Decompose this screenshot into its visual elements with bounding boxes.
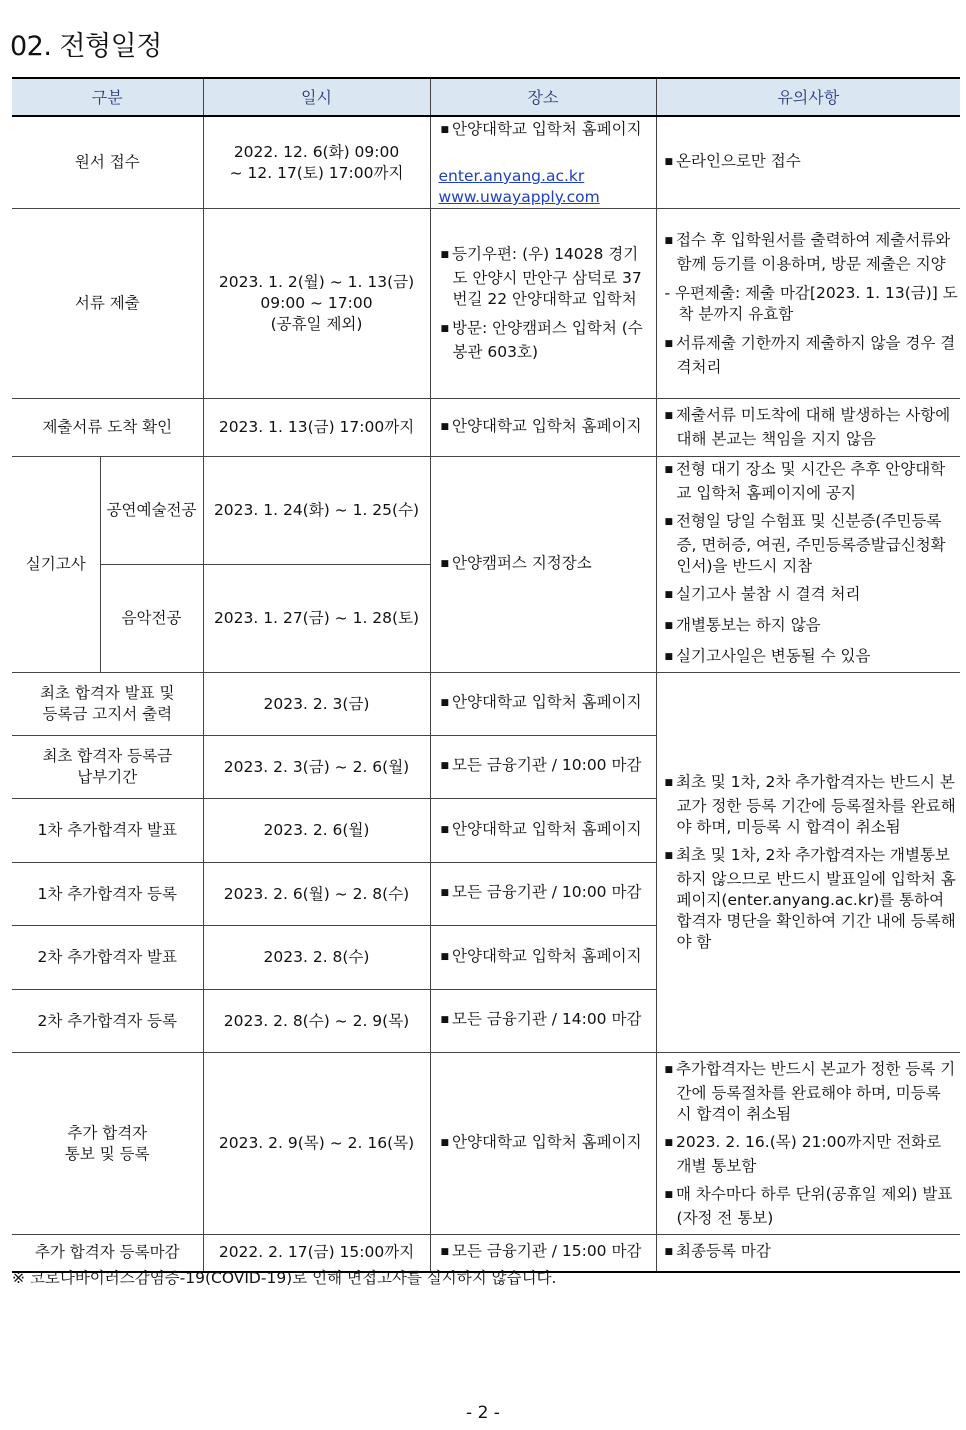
note-bullet: ■ 전형일 당일 수험표 및 신분증(주민등록증, 면허증, 여권, 주민등록증발급신청확인서)을 반드시 지참 xyxy=(663,511,959,577)
date-line: 2023. 1. 2(월) ~ 1. 13(금) xyxy=(218,273,415,291)
subcategory-cell: 음악전공 xyxy=(100,565,203,673)
date-cell: 2023. 2. 8(수) xyxy=(203,926,430,990)
note-dash: - 우편제출: 제출 마감[2023. 1. 13(금)] 도착 분까지 유효함 xyxy=(663,283,959,325)
category-line: 통보 및 등록 xyxy=(64,1144,150,1163)
notes-cell xyxy=(656,1053,960,1235)
category-line: 최초 합격자 등록금 xyxy=(42,747,173,765)
date-cell: 2023. 2. 6(월) xyxy=(203,799,430,863)
note-bullet: ■ 추가합격자는 반드시 본교가 정한 등록 기간에 등록절차를 완료해야 하며, 미등록 시 합격이 취소됨 xyxy=(663,1059,959,1125)
place-cell xyxy=(430,457,656,673)
date-cell xyxy=(203,209,430,399)
date-cell xyxy=(203,116,430,209)
table-row xyxy=(12,116,960,209)
place-bullet: ■ 모든 금융기관 / 10:00 마감 xyxy=(439,755,652,779)
note-bullet: ■ 접수 후 입학원서를 출력하여 제출서류와 함께 등기를 이용하며, 방문 제출은 지양 xyxy=(663,230,959,275)
table-row xyxy=(12,457,960,565)
note-bullet: ■ 최초 및 1차, 2차 추가합격자는 개별통보하지 않으므로 반드시 발표일에 입학처 홈페이지(enter.anyang.ac.kr)를 통하여 합격자 명단을 확인하여 기간 내에 등록해야 함 xyxy=(663,845,959,953)
place-bullet: ■ 안양캠퍼스 지정장소 xyxy=(439,553,652,577)
page-number: - 2 - xyxy=(466,1403,500,1423)
date-cell: 2022. 2. 17(금) 15:00까지 xyxy=(203,1235,430,1272)
link-enter-anyang[interactable]: enter.anyang.ac.kr xyxy=(438,167,585,185)
date-cell: 2023. 2. 3(금) xyxy=(203,673,430,736)
note-bullet: ■ 2023. 2. 16.(목) 21:00까지만 전화로 개별 통보함 xyxy=(663,1132,959,1177)
place-bullet: ■ 안양대학교 입학처 홈페이지 xyxy=(439,1132,652,1156)
date-line: ~ 12. 17(토) 17:00까지 xyxy=(229,163,404,182)
category-cell: 서류 제출 xyxy=(12,209,203,399)
header-category: 구분 xyxy=(12,78,203,116)
category-line: 추가 합격자 xyxy=(67,1123,148,1142)
header-datetime: 일시 xyxy=(203,78,430,116)
section-title: 02. 전형일정 xyxy=(10,31,162,62)
category-cell: 1차 추가합격자 발표 xyxy=(12,799,203,863)
category-cell: 2차 추가합격자 발표 xyxy=(12,926,203,990)
date-cell: 2023. 2. 3(금) ~ 2. 6(월) xyxy=(203,736,430,799)
date-cell: 2023. 1. 27(금) ~ 1. 28(토) xyxy=(203,565,430,673)
note-bullet: ■ 전형 대기 장소 및 시간은 추후 안양대학교 입학처 홈페이지에 공지 xyxy=(663,459,959,504)
note-bullet: ■ 실기고사 불참 시 결격 처리 xyxy=(663,584,959,608)
place-cell xyxy=(430,116,656,209)
notes-cell xyxy=(656,457,960,673)
notes-cell xyxy=(656,209,960,399)
date-cell: 2023. 2. 9(목) ~ 2. 16(목) xyxy=(203,1053,430,1235)
place-bullet: ■ 모든 금융기관 / 15:00 마감 xyxy=(439,1241,652,1265)
place-bullet: ■ 모든 금융기관 / 10:00 마감 xyxy=(439,882,652,906)
category-cell: 추가 합격자 등록마감 xyxy=(12,1235,203,1272)
note-bullet: ■ 매 차수마다 하루 단위(공휴일 제외) 발표(자정 전 통보) xyxy=(663,1184,959,1229)
note-bullet: ■ 서류제출 기한까지 제출하지 않을 경우 결격처리 xyxy=(663,333,959,378)
category-line: 납부기간 xyxy=(77,768,138,786)
place-bullet: ■ 등기우편: (우) 14028 경기도 안양시 만안구 삼덕로 37번길 22 안양대학교 입학처 xyxy=(439,244,652,310)
place-bullet: ■ 안양대학교 입학처 홈페이지 xyxy=(439,819,652,843)
place-bullet: ■ 안양대학교 입학처 홈페이지 xyxy=(439,416,652,440)
place-cell xyxy=(430,863,656,926)
notes-cell xyxy=(656,673,960,1053)
date-cell: 2023. 2. 8(수) ~ 2. 9(목) xyxy=(203,990,430,1053)
place-bullet: ■ 모든 금융기관 / 14:00 마감 xyxy=(439,1009,652,1033)
date-cell: 2023. 1. 24(화) ~ 1. 25(수) xyxy=(203,457,430,565)
date-line: 09:00 ~ 17:00 xyxy=(260,294,373,312)
link-uwayapply[interactable]: www.uwayapply.com xyxy=(438,188,600,206)
note-bullet: ■ 최종등록 마감 xyxy=(663,1241,959,1265)
place-cell xyxy=(430,209,656,399)
schedule-table xyxy=(12,77,960,1273)
category-cell: 원서 접수 xyxy=(12,116,203,209)
notes-cell xyxy=(656,116,960,209)
place-cell xyxy=(430,673,656,736)
place-bullet: ■ 안양대학교 입학처 홈페이지 xyxy=(439,946,652,970)
table-row xyxy=(12,399,960,457)
category-cell: 1차 추가합격자 등록 xyxy=(12,863,203,926)
category-cell xyxy=(12,673,203,736)
date-line: 2022. 12. 6(화) 09:00 xyxy=(233,142,400,161)
date-cell: 2023. 2. 6(월) ~ 2. 8(수) xyxy=(203,863,430,926)
category-cell xyxy=(12,1053,203,1235)
footnote: ※ 코로나바이러스감염증-19(COVID-19)로 인해 면접고사를 실시하지 않습니다. xyxy=(12,1269,557,1287)
table-row xyxy=(12,673,960,736)
category-line: 등록금 고지서 출력 xyxy=(42,705,173,723)
header-notes: 유의사항 xyxy=(656,78,960,116)
note-bullet: ■ 온라인으로만 접수 xyxy=(663,151,959,175)
table-row xyxy=(12,209,960,399)
category-cell: 실기고사 xyxy=(12,457,100,673)
place-cell xyxy=(430,1053,656,1235)
category-cell xyxy=(12,736,203,799)
place-cell xyxy=(430,990,656,1053)
subcategory-cell: 공연예술전공 xyxy=(100,457,203,565)
place-cell xyxy=(430,736,656,799)
category-cell: 제출서류 도착 확인 xyxy=(12,399,203,457)
category-line: 최초 합격자 발표 및 xyxy=(39,684,175,702)
place-cell xyxy=(430,799,656,863)
note-bullet: ■ 최초 및 1차, 2차 추가합격자는 반드시 본교가 정한 등록 기간에 등록절차를 완료해야 하며, 미등록 시 합격이 취소됨 xyxy=(663,772,959,838)
header-place: 장소 xyxy=(430,78,656,116)
place-cell xyxy=(430,926,656,990)
place-bullet: ■ 안양대학교 입학처 홈페이지 xyxy=(439,692,652,716)
date-cell: 2023. 1. 13(금) 17:00까지 xyxy=(203,399,430,457)
note-bullet: ■ 개별통보는 하지 않음 xyxy=(663,615,959,639)
note-bullet: ■ 제출서류 미도착에 대해 발생하는 사항에 대해 본교는 책임을 지지 않음 xyxy=(663,405,959,450)
table-header-row xyxy=(12,78,960,116)
place-bullet: ■ 방문: 안양캠퍼스 입학처 (수봉관 603호) xyxy=(439,318,652,363)
notes-cell xyxy=(656,399,960,457)
notes-cell xyxy=(656,1235,960,1272)
place-bullet: ■ 안양대학교 입학처 홈페이지 xyxy=(439,119,652,143)
place-cell xyxy=(430,399,656,457)
table-row xyxy=(12,1053,960,1235)
category-cell: 2차 추가합격자 등록 xyxy=(12,990,203,1053)
note-bullet: ■ 실기고사일은 변동될 수 있음 xyxy=(663,646,959,670)
date-line: (공휴일 제외) xyxy=(270,315,363,333)
